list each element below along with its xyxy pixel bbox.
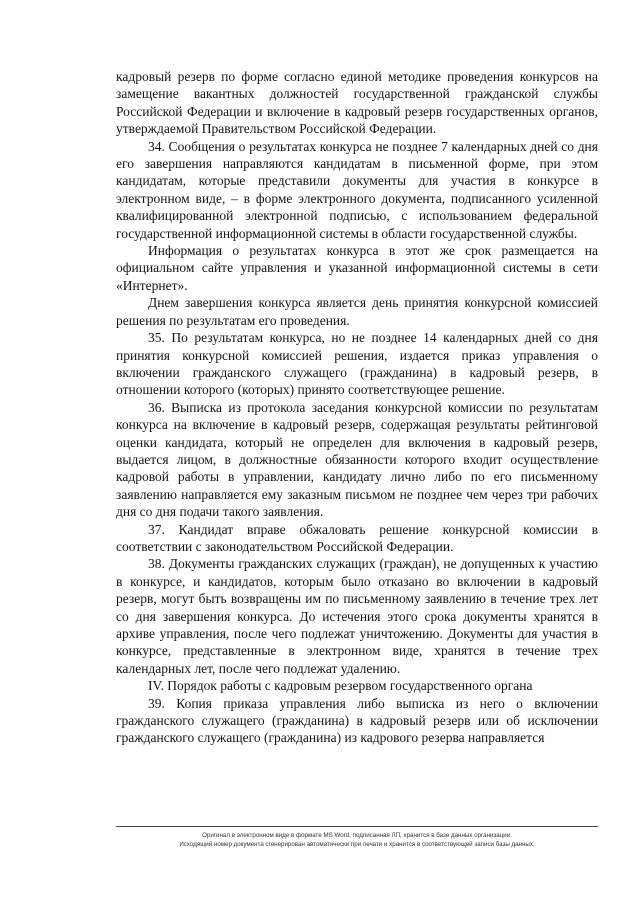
paragraph-37: 37. Кандидат вправе обжаловать решение конкурсной комиссии в соответствии с законодательством Российской Федерации. — [116, 521, 598, 554]
paragraph-36: 36. Выписка из протокола заседания конкурсной комиссии по результатам конкурса на включение в кадровый резерв, содержащая результаты рейтинговой оценки кандидата, который не определен для включения в кадровый резерв, выдается лицом, в должностные обязанности которого входит осуществление кадровой работы в управлении, кандидату лично либо по его письменному заявлению направляется ему заказным письмом не позднее чем через три рабочих дня со дня подачи такого заявления. — [116, 399, 598, 520]
document-body — [116, 68, 598, 747]
footer-line-2: Исходящий номер документа сгенерирован автоматически при печати и хранится в соответствующей записи базы данных. — [179, 841, 535, 848]
footer-divider — [116, 826, 598, 827]
page-footer — [116, 831, 598, 849]
section-heading: IV. Порядок работы с кадровым резервом государственного органа — [148, 678, 533, 694]
footer-line-1: Оригинал в электронном виде в формате MS Word, подписанная ЛП, хранится в базе данных организации. — [202, 832, 512, 839]
paragraph-38: 38. Документы гражданских служащих (граждан), не допущенных к участию в конкурсе, и кандидатов, которым было отказано во включении в кадровый резерв, могут быть возвращены им по письменному заявлению в течение трех лет со дня завершения конкурса. До истечения этого срока документы хранятся в архиве управления, после чего подлежат уничтожению. Документы для участия в конкурсе, представленные в электронном виде, хранятся в течение трех календарных лет, после чего подлежат удалению. — [116, 556, 598, 676]
paragraph-39: 39. Копия приказа управления либо выписка из него о включении гражданского служащего (гражданина) в кадровый резерв или об исключении гражданского служащего (гражданина) из кадрового резерва направляется — [116, 695, 598, 746]
paragraph-info-publication: Информация о результатах конкурса в этот же срок размещается на официальном сайте управления и указанной информационной системы в сети «Интернет». — [116, 243, 598, 293]
paragraph-35: 35. По результатам конкурса, но не позднее 14 календарных дней со дня принятия конкурсной комиссией решения, издается приказ управления о включении гражданского служащего (гражданина) в кадровый резерв, в отношении которого (которых) принято соответствующее решение. — [116, 330, 598, 398]
paragraph-completion-day: Днем завершения конкурса является день принятия конкурсной комиссией решения по результатам его проведения. — [116, 295, 598, 328]
paragraph-34: 34. Сообщения о результатах конкурса не позднее 7 календарных дней со дня его завершения направляются кандидатам в письменной форме, при этом кандидатам, которые представили документы для участия в конкурсе в электронном виде, – в форме электронного документа, подписанного усиленной квалифицированной электронной подписью, с использованием федеральной государственной информационной системы в области государственной службы. — [116, 138, 598, 241]
paragraph-continuation: кадровый резерв по форме согласно единой методике проведения конкурсов на замещение вакантных должностей государственной гражданской службы Российской Федерации и включение в кадровый резерв государственных органов, утверждаемой Правительством Российской Федерации. — [116, 69, 598, 137]
